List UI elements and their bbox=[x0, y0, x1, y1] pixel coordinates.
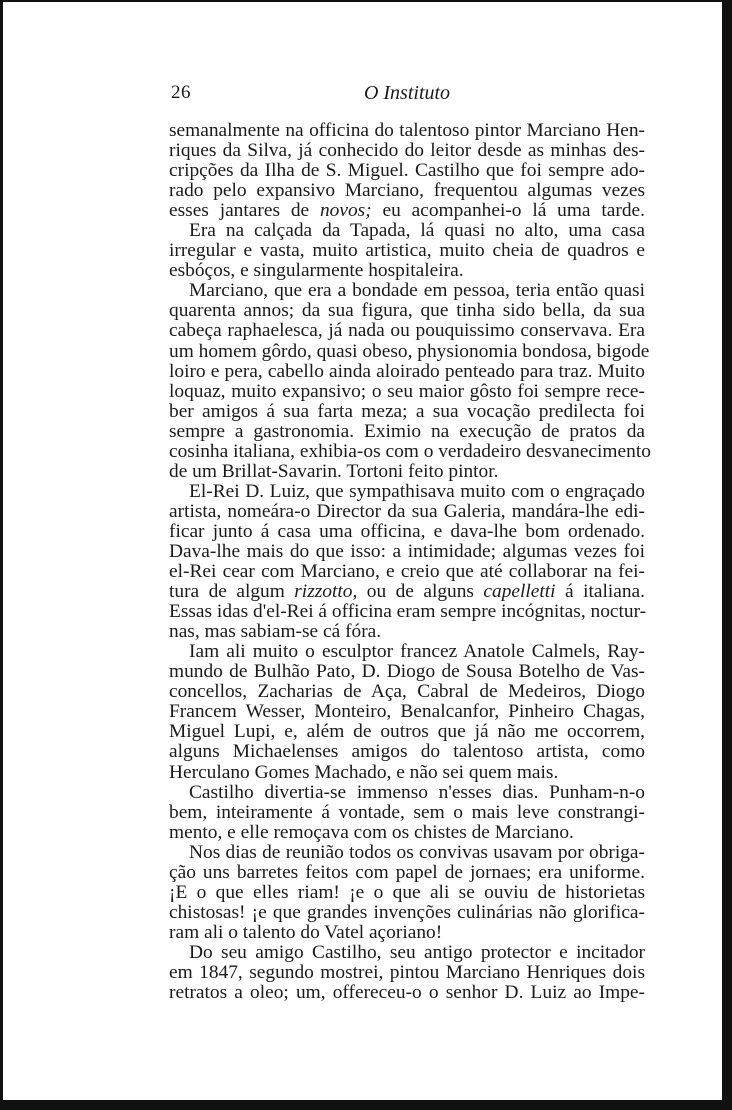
text-line-17: cosinha italiana, exhibia-os com o verdadeiro desvanecimento bbox=[169, 440, 651, 462]
text-line-16: sempre a gastronomia. Eximio na execução de pratos da bbox=[169, 420, 645, 442]
text-line-4: rado pelo expansivo Marciano, frequentou algumas vezes bbox=[169, 180, 645, 202]
text-line-2: riques da Silva, já conhecido do leitor desde as minhas des- bbox=[169, 140, 645, 162]
text-line-9: Marciano, que era a bondade em pessoa, teria então quasi bbox=[189, 280, 645, 302]
text-line-31: Miguel Lupi, e, além de outros que já não me occorrem, bbox=[169, 721, 645, 743]
italic-word: novos; bbox=[319, 200, 372, 222]
body-text bbox=[169, 120, 651, 1004]
text-line-24: tura de algum rizzotto, ou de alguns capelletti á italiana. bbox=[169, 581, 645, 603]
text-line-41: ram ali o talento do Vatel açoriano! bbox=[169, 921, 443, 943]
text-line-6: Era na calçada da Tapada, lá quasi no alto, uma casa bbox=[189, 220, 645, 242]
text-line-39: ¡E o que elles riam! ¡e o que ali se ouviu de historietas bbox=[169, 881, 645, 903]
text-line-10: quarenta annos; da sua figura, que tinha sido bella, da sua bbox=[169, 300, 645, 322]
text-line-33: Herculano Gomes Machado, e não sei quem mais. bbox=[169, 761, 559, 783]
text-line-8: esbóços, e singularmente hospitaleira. bbox=[169, 260, 464, 282]
text-line-27: Iam ali muito o esculptor francez Anatole Calmels, Ray- bbox=[189, 641, 645, 663]
text-line-34: Castilho divertia-se immenso n'esses dias. Punham-n-o bbox=[189, 781, 645, 803]
text-line-19: El-Rei D. Luiz, que sympathisava muito com o engraçado bbox=[189, 480, 645, 502]
text-line-43: em 1847, segundo mostrei, pintou Marciano Henriques dois bbox=[169, 961, 645, 983]
text-line-37: Nos dias de reunião todos os convivas usavam por obriga- bbox=[189, 841, 645, 863]
text-line-29: concellos, Zacharias de Aça, Cabral de Medeiros, Diogo bbox=[169, 681, 645, 703]
text-line-36: mento, e elle remoçava com os chistes de Marciano. bbox=[169, 821, 574, 843]
text-line-15: ber amigos á sua farta meza; a sua vocação predilecta foi bbox=[169, 400, 645, 422]
italic-word: rizzotto, bbox=[294, 581, 358, 603]
text-line-22: Dava-lhe mais do que isso: a intimidade; algumas vezes foi bbox=[169, 540, 645, 562]
text-line-30: Francem Wesser, Monteiro, Benalcanfor, Pinheiro Chagas, bbox=[169, 701, 645, 723]
text-line-11: cabeça raphaelesca, já nada ou pouquissimo conservava. Era bbox=[169, 320, 645, 342]
italic-word: capelletti bbox=[483, 581, 556, 603]
text-line-12: um homem gôrdo, quasi obeso, physionomia bondosa, bigode bbox=[169, 340, 650, 362]
running-title: O Instituto bbox=[363, 82, 451, 104]
text-line-23: el-Rei cear com Marciano, e creio que até collaborar na fei- bbox=[169, 561, 645, 583]
text-line-7: irregular e vasta, muito artistica, muito cheia de quadros e bbox=[169, 240, 645, 262]
text-line-18: de um Brillat-Savarin. Tortoni feito pintor. bbox=[169, 460, 499, 482]
text-line-1: semanalmente na officina do talentoso pintor Marciano Hen- bbox=[169, 120, 645, 141]
text-line-28: mundo de Bulhão Pato, D. Diogo de Sousa Botelho de Vas- bbox=[169, 661, 645, 683]
page-number: 26 bbox=[171, 82, 191, 103]
text-line-14: loquaz, muito expansivo; o seu maior gôsto foi sempre rece- bbox=[169, 380, 645, 402]
text-line-35: bem, inteiramente á vontade, sem o mais leve constrangi- bbox=[169, 801, 645, 823]
text-line-38: ção uns barretes feitos com papel de jornaes; era uniforme. bbox=[169, 861, 645, 883]
text-line-5: esses jantares de novos; eu acompanhei-o lá uma tarde. bbox=[169, 200, 645, 222]
text-line-32: alguns Michaelenses amigos do talentoso artista, como bbox=[169, 741, 645, 763]
text-line-26: nas, mas sabiam-se cá fóra. bbox=[169, 621, 382, 643]
text-line-13: loiro e pera, cabello ainda aloirado penteado para traz. Muito bbox=[169, 360, 645, 382]
page-header bbox=[171, 82, 643, 108]
text-line-20: artista, nomeára-o Director da sua Galeria, mandára-lhe edi- bbox=[169, 500, 645, 522]
text-line-3: cripções da Ilha de S. Miguel. Castilho que foi sempre ado- bbox=[169, 160, 645, 182]
text-line-21: ficar junto á casa uma officina, e dava-lhe bom ordenado. bbox=[169, 520, 645, 542]
text-line-42: Do seu amigo Castilho, seu antigo protector e incitador bbox=[189, 941, 645, 963]
text-line-44: retratos a oleo; um, offereceu-o o senhor D. Luiz ao Impe- bbox=[169, 982, 645, 1004]
text-line-25: Essas idas d'el-Rei á officina eram sempre incógnitas, noctur- bbox=[169, 601, 647, 623]
text-line-40: chistosas! ¡e que grandes invenções culinárias não glorifica- bbox=[169, 901, 645, 923]
